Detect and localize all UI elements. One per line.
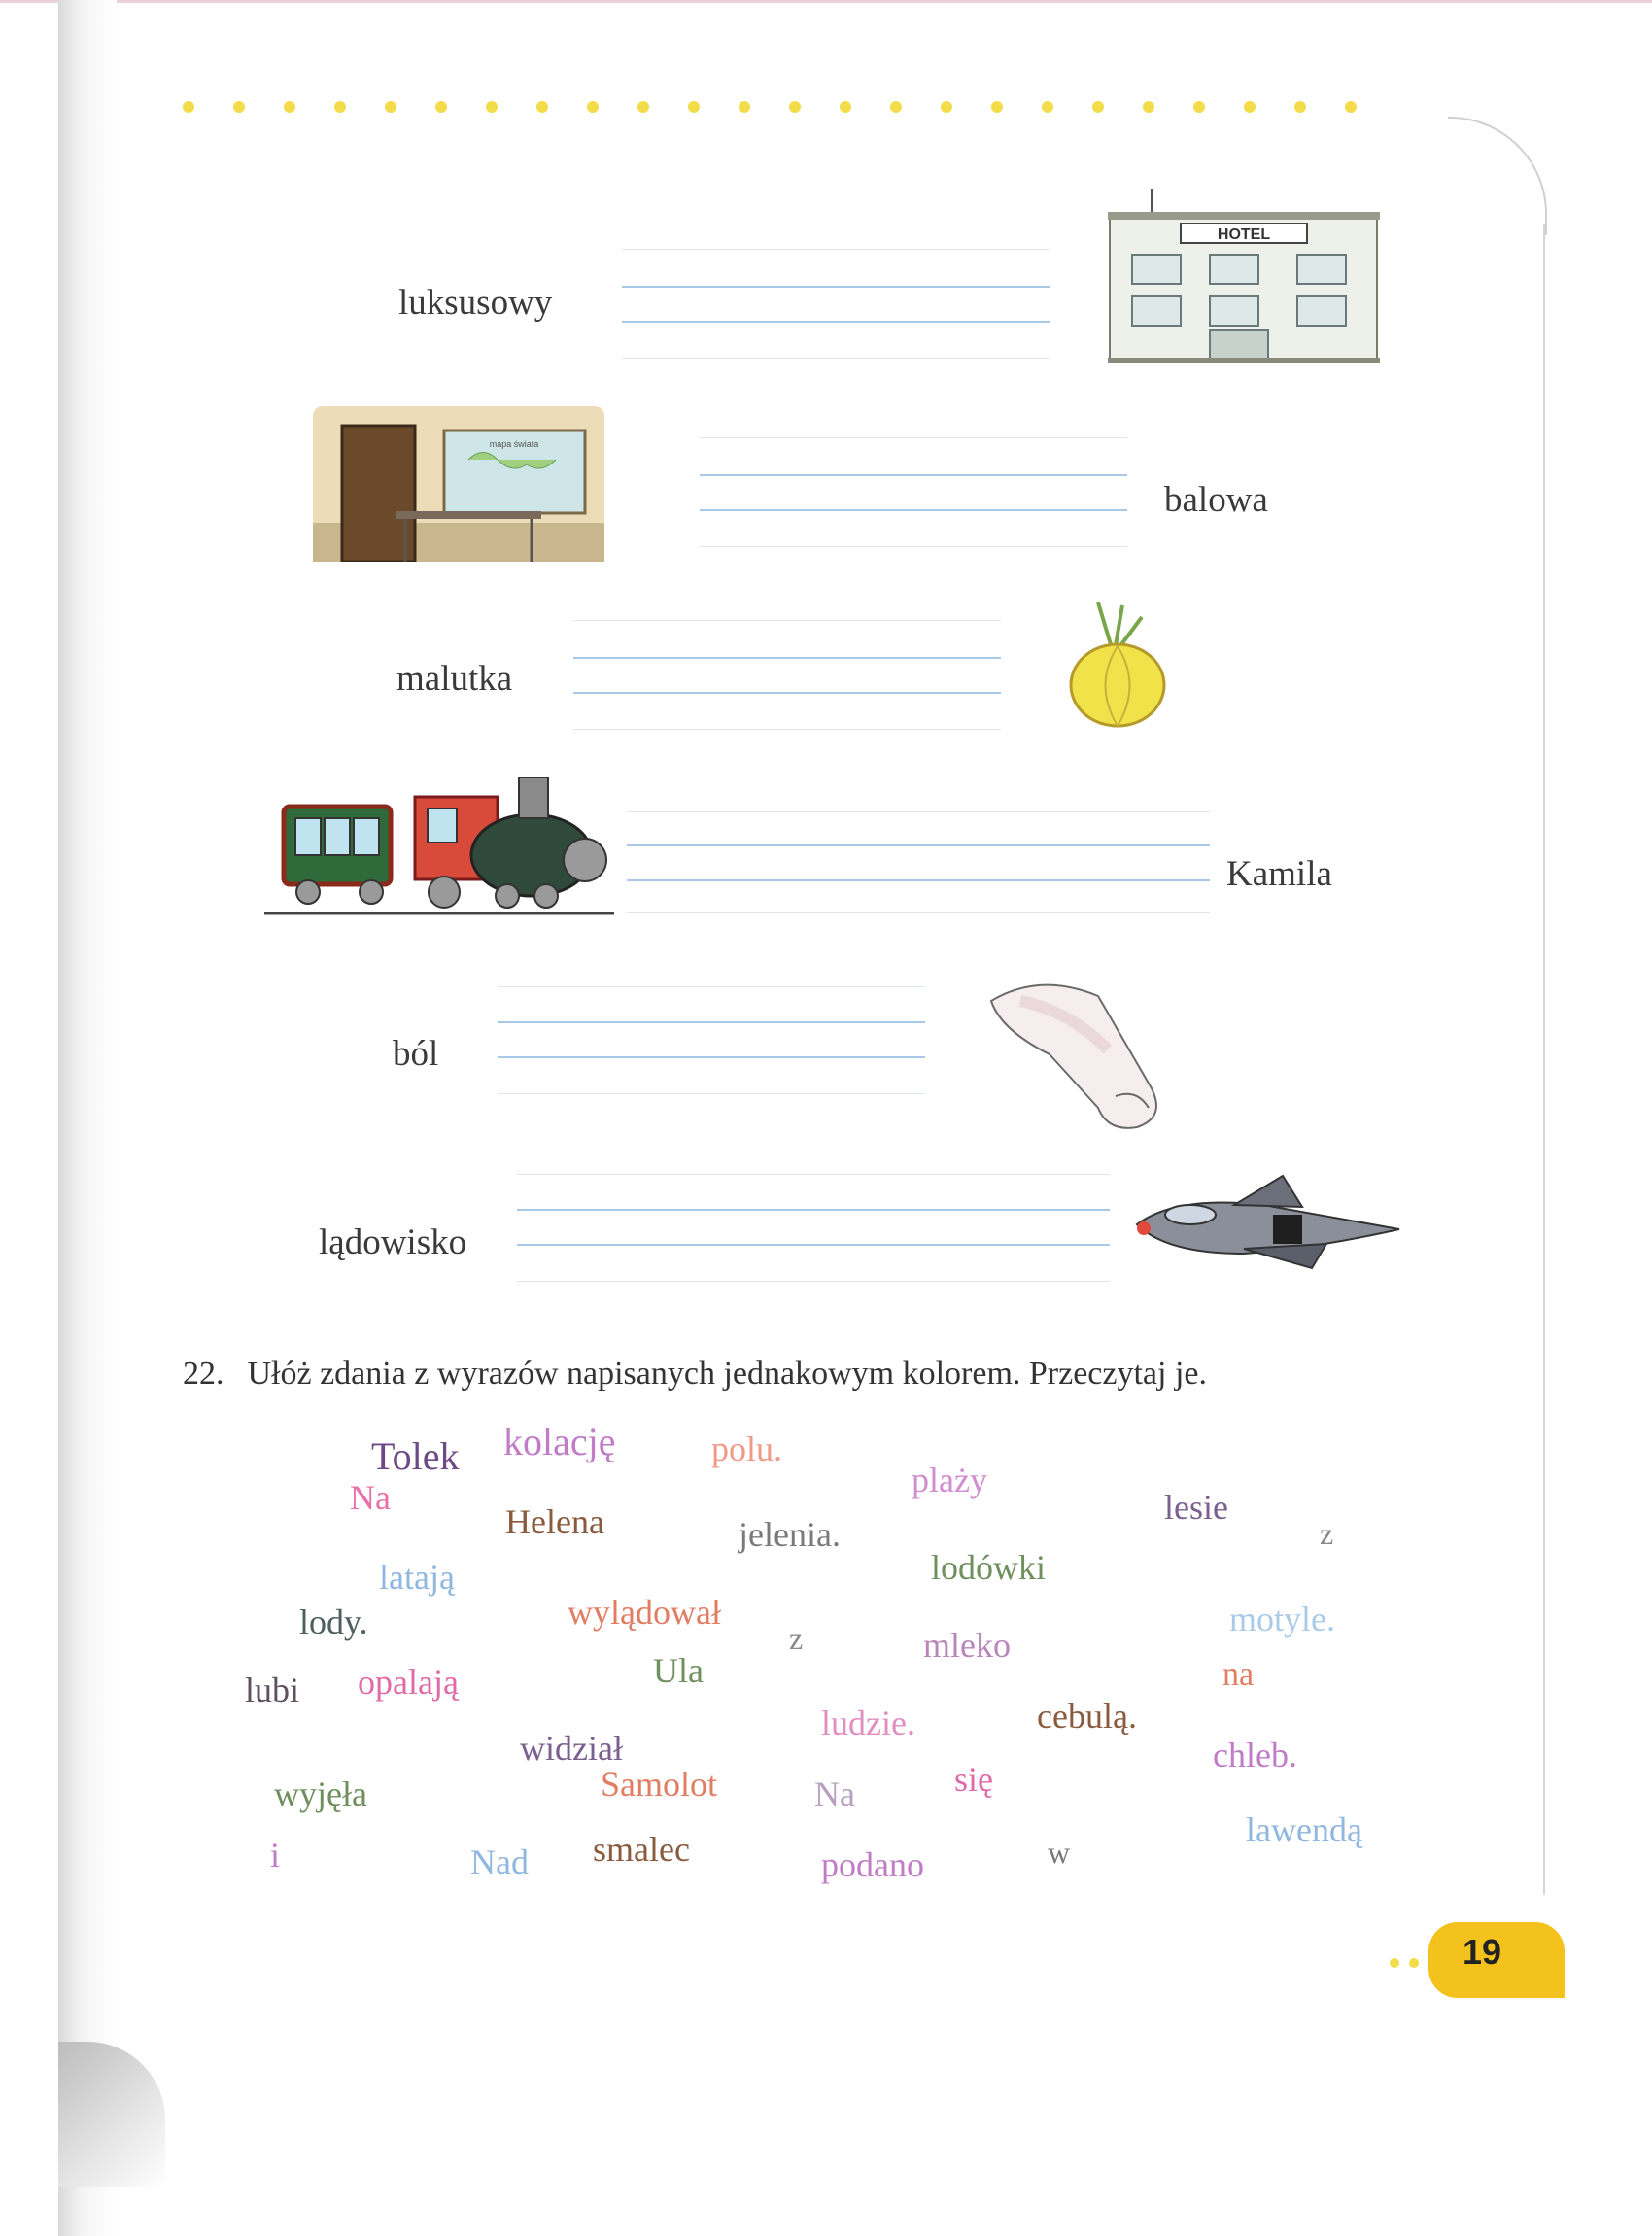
page-number: 19 — [1463, 1932, 1502, 1972]
word-luksusowy: luksusowy — [398, 283, 553, 323]
word-malutka: malutka — [396, 659, 513, 699]
frame-corner — [1448, 117, 1547, 235]
word-chip: ludzie. — [821, 1703, 915, 1742]
word-bol: ból — [393, 1034, 439, 1074]
word-kamila: Kamila — [1226, 854, 1332, 894]
word-chip: polu. — [711, 1429, 783, 1468]
toy-train-picture — [264, 777, 614, 923]
word-chip: Tolek — [371, 1434, 460, 1478]
writing-lines-1[interactable] — [622, 249, 1050, 365]
word-chip: wylądował — [568, 1593, 721, 1632]
page-curl — [58, 2042, 165, 2187]
word-chip: podano — [821, 1845, 924, 1884]
word-chip: się — [954, 1760, 993, 1799]
word-chip: lubi — [245, 1670, 300, 1709]
word-chip: opalają — [358, 1663, 459, 1702]
word-chip: Nad — [470, 1842, 529, 1881]
top-border — [0, 0, 1652, 3]
word-chip: z — [789, 1621, 804, 1656]
page-binding-shadow — [58, 0, 117, 2236]
hotel-picture — [1108, 185, 1380, 369]
word-chip: z — [1320, 1516, 1334, 1551]
writing-lines-4[interactable] — [627, 811, 1210, 918]
task-number: 22. — [183, 1356, 224, 1392]
writing-lines-6[interactable] — [517, 1174, 1110, 1286]
task-instruction — [183, 1356, 1207, 1393]
word-chip: plaży — [912, 1461, 987, 1499]
word-chip: chleb. — [1213, 1736, 1297, 1774]
writing-lines-3[interactable] — [573, 620, 1001, 737]
frame-right-edge — [1543, 224, 1545, 1895]
word-chip: Samolot — [601, 1765, 718, 1804]
tab-dot — [1409, 1958, 1419, 1968]
word-chip: lodówki — [931, 1548, 1047, 1587]
tab-dot — [1390, 1958, 1399, 1968]
dotted-border — [183, 97, 1407, 117]
writing-lines-2[interactable] — [700, 437, 1127, 554]
word-chip: smalec — [593, 1830, 690, 1869]
word-chip: w — [1048, 1835, 1071, 1870]
word-chip: lesie — [1164, 1488, 1228, 1527]
jet-plane-picture — [1118, 1166, 1419, 1273]
word-chip: Na — [350, 1478, 391, 1517]
word-chip: i — [270, 1836, 281, 1875]
map-label: mapa świata — [489, 439, 539, 449]
word-chip: na — [1222, 1657, 1255, 1693]
word-chip: cebulą. — [1037, 1697, 1137, 1736]
task-text: Ułóż zdania z wyrazów napisanych jednakowym kolorem. Przeczytaj je. — [247, 1356, 1208, 1392]
word-chip: lody. — [299, 1602, 368, 1641]
word-chip: lawendą — [1246, 1810, 1362, 1849]
word-chip: kolację — [503, 1420, 616, 1463]
word-chip: Helena — [505, 1502, 604, 1541]
word-chip: latają — [379, 1558, 455, 1597]
classroom-picture — [313, 406, 604, 562]
word-chip: Na — [814, 1774, 855, 1813]
word-ladowisko: lądowisko — [319, 1222, 467, 1262]
onion-picture — [1054, 598, 1181, 734]
hotel-sign: HOTEL — [1217, 226, 1271, 243]
writing-lines-5[interactable] — [498, 986, 925, 1098]
word-chip: mleko — [923, 1626, 1011, 1665]
word-chip: widział — [520, 1729, 623, 1768]
word-chip: Ula — [653, 1651, 704, 1690]
word-chip: wyjęła — [274, 1774, 367, 1813]
word-chip: jelenia. — [739, 1515, 841, 1554]
finger-picture — [981, 972, 1176, 1137]
word-chip: motyle. — [1229, 1600, 1335, 1638]
word-balowa: balowa — [1164, 480, 1268, 520]
